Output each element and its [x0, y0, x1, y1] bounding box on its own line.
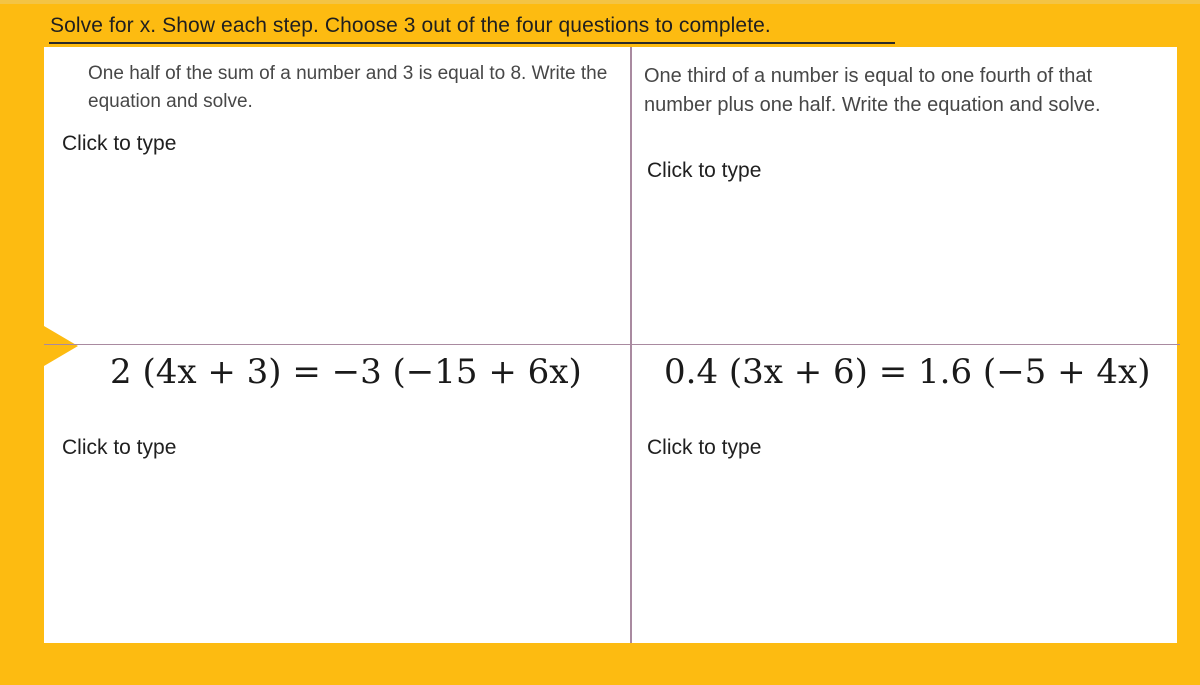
instructions-heading: Solve for x. Show each step. Choose 3 out of the four questions to complete.: [50, 14, 771, 37]
question-1-prompt: One half of the sum of a number and 3 is equal to 8. Write the equation and solve.: [88, 63, 608, 112]
vertical-divider: [630, 47, 632, 643]
question-3-answer-box[interactable]: Click to type: [62, 436, 177, 459]
question-1-answer-box[interactable]: Click to type: [62, 132, 177, 155]
slide-pointer-tab: [44, 326, 78, 366]
question-2-answer-box[interactable]: Click to type: [647, 159, 762, 182]
question-4-answer-box[interactable]: Click to type: [647, 436, 762, 459]
horizontal-divider: [44, 344, 1180, 345]
top-strip: [0, 0, 1200, 4]
instructions-underline: [49, 42, 895, 44]
question-4-equation: 0.4 (3x + 6) = 1.6 (−5 + 4x): [664, 352, 1151, 392]
worksheet-board: [44, 47, 1177, 643]
question-3-equation: 2 (4x + 3) = −3 (−15 + 6x): [110, 352, 582, 392]
question-2-prompt: One third of a number is equal to one fourth of that number plus one half. Write the equation and solve.: [644, 65, 1101, 116]
